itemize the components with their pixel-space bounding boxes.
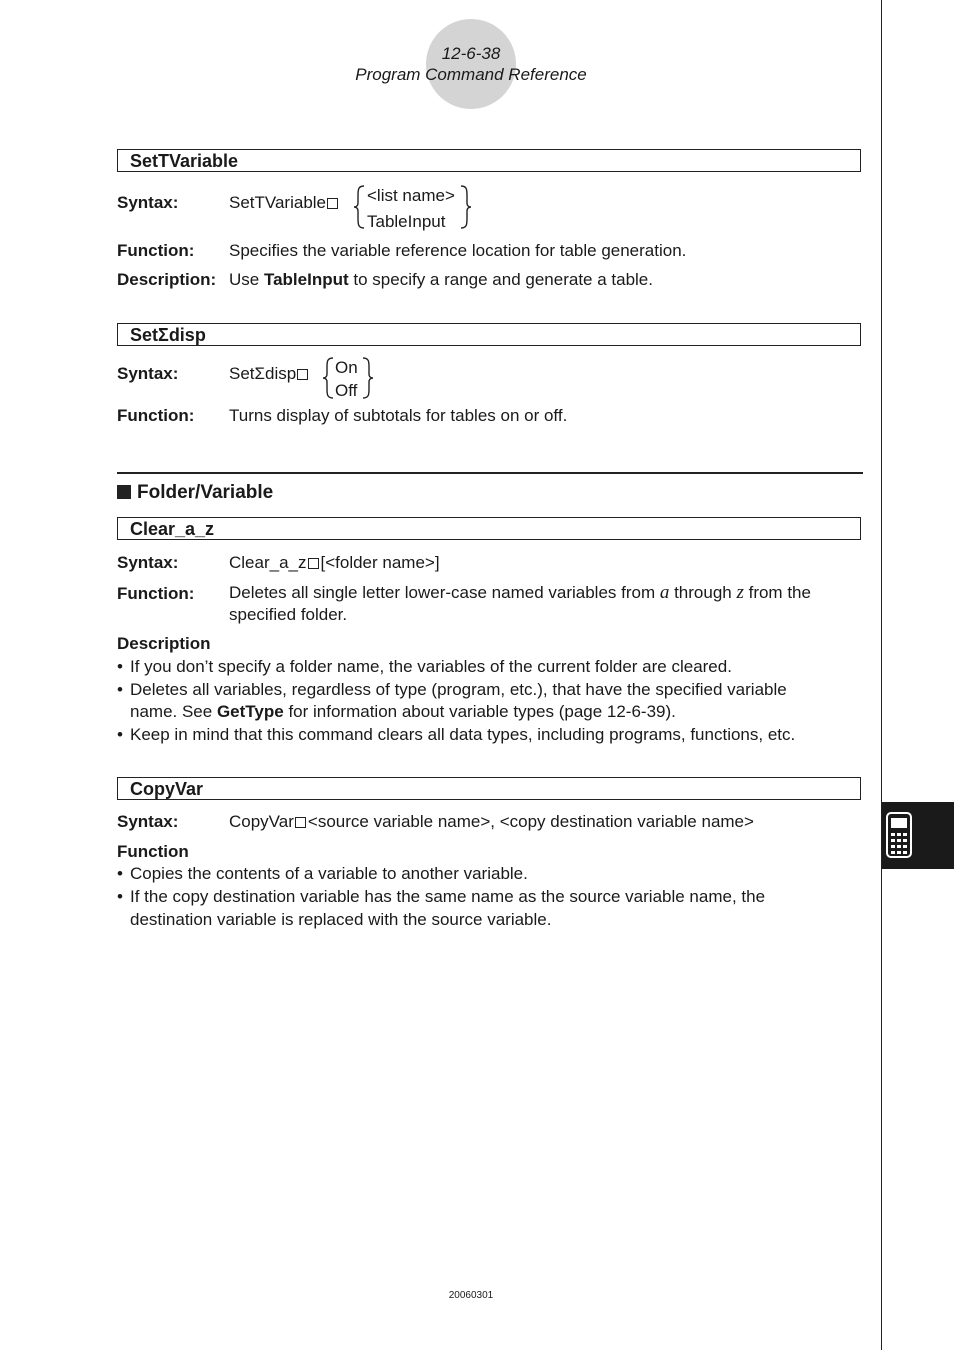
- syntax-option-list-name: <list name>: [367, 186, 455, 205]
- syntax-label: Syntax:: [117, 553, 179, 572]
- calculator-icon: [886, 812, 912, 858]
- command-name: Clear_a_z: [130, 519, 215, 539]
- command-name: SetTVariable: [130, 151, 239, 171]
- keyword-tableinput: TableInput: [263, 270, 349, 289]
- syntax-text: CopyVar <source variable name>, <copy destination variable name>: [229, 812, 754, 831]
- black-square-icon: [117, 485, 131, 499]
- function-text: Turns display of subtotals for tables on or off.: [229, 406, 568, 425]
- list-item: • If the copy destination variable has the same name as the source variable name, the: [117, 887, 766, 906]
- command-name: CopyVar: [130, 779, 204, 799]
- left-brace-icon: [321, 356, 335, 400]
- command-box-clear-a-z: [117, 517, 861, 540]
- syntax-command: SetTVariable: [229, 192, 340, 214]
- syntax-option-off: Off: [335, 381, 358, 400]
- space-symbol-icon: [308, 558, 319, 569]
- function-text-line2: specified folder.: [229, 605, 348, 624]
- command-box-settvariable: [117, 149, 861, 172]
- section-title: Folder/Variable: [117, 482, 273, 504]
- function-text: Deletes all single letter lower-case named variables from a through z from the: [229, 582, 811, 603]
- syntax-text: Clear_a_z [<folder name>]: [229, 553, 440, 572]
- chapter-tab: [882, 802, 954, 869]
- right-brace-icon: [459, 184, 473, 230]
- syntax-label: Syntax:: [117, 812, 179, 831]
- function-label: Function: [117, 842, 189, 861]
- list-item: • Keep in mind that this command clears all data types, including programs, functions, etc.: [117, 725, 796, 744]
- command-box-setsigmadisp: [117, 323, 861, 346]
- section-rule: [117, 472, 863, 474]
- function-label: Function:: [117, 584, 195, 603]
- page-edge-rule: [881, 0, 882, 1350]
- syntax-command: SetΣdisp: [229, 363, 310, 385]
- function-label: Function:: [117, 241, 195, 260]
- keyword-gettype: GetType: [216, 702, 284, 721]
- command-name: SetΣdisp: [130, 325, 206, 345]
- description-label: Description: [117, 634, 211, 653]
- space-symbol-icon: [295, 817, 306, 828]
- right-brace-icon: [361, 356, 375, 400]
- description-text: Use TableInput to specify a range and generate a table.: [229, 270, 653, 289]
- list-item: • If you don’t specify a folder name, the variables of the current folder are cleared.: [117, 657, 732, 676]
- space-symbol-icon: [327, 198, 338, 209]
- page-number: 12-6-38: [441, 44, 501, 63]
- list-item: • Copies the contents of a variable to another variable.: [117, 864, 528, 883]
- function-label: Function:: [117, 406, 195, 425]
- function-text: Specifies the variable reference location for table generation.: [229, 241, 687, 260]
- syntax-option-tableinput: TableInput: [367, 212, 446, 231]
- syntax-option-on: On: [335, 358, 358, 377]
- list-item-continuation: name. See GetType for information about variable types (page 12-6-39).: [130, 702, 676, 721]
- list-item-continuation: destination variable is replaced with the source variable.: [130, 910, 552, 929]
- syntax-label: Syntax:: [117, 193, 179, 212]
- list-item: • Deletes all variables, regardless of type (program, etc.), that have the specified variable: [117, 680, 787, 699]
- space-symbol-icon: [297, 369, 308, 380]
- header-circle: [426, 19, 516, 109]
- footer-code: 20060301: [448, 1290, 494, 1301]
- chapter-title: Program Command Reference: [355, 65, 587, 84]
- command-box-copyvar: [117, 777, 861, 800]
- left-brace-icon: [352, 184, 366, 230]
- description-label: Description:: [117, 270, 217, 289]
- syntax-label: Syntax:: [117, 364, 179, 383]
